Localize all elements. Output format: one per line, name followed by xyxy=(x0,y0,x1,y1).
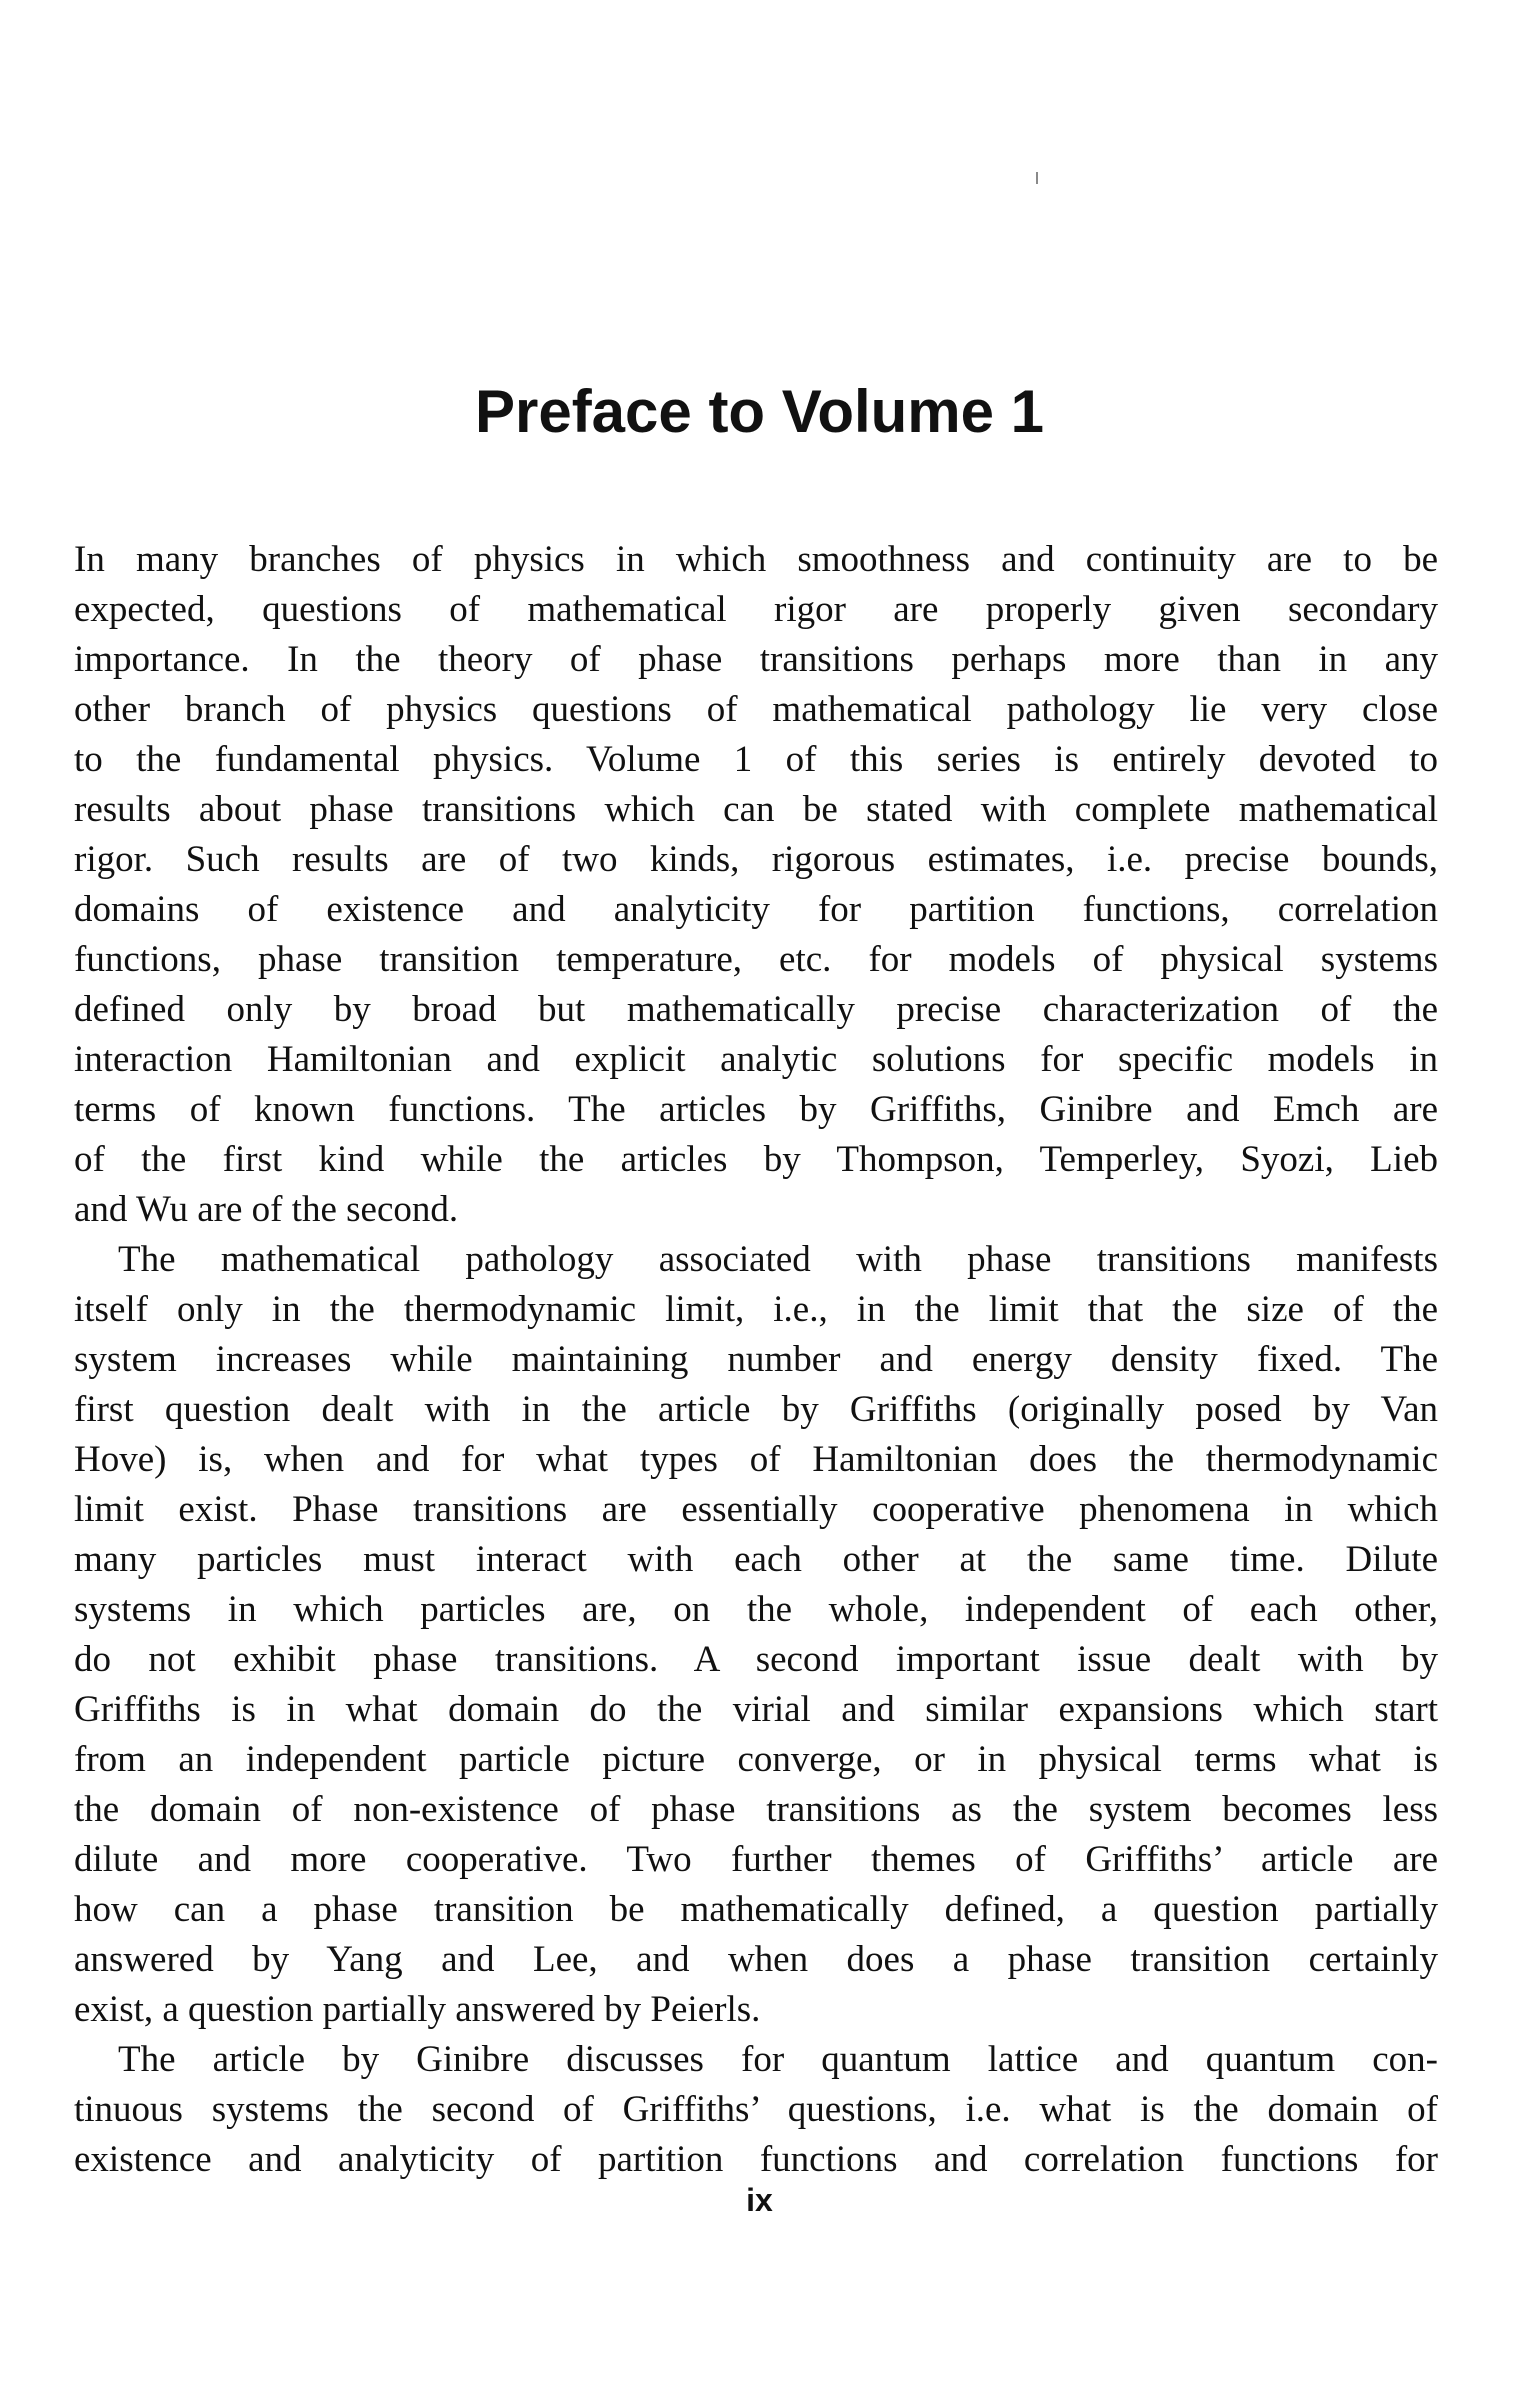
preface-body xyxy=(74,535,1438,2185)
text-line: answered by Yang and Lee, and when does a phase transition certainly xyxy=(74,1939,1438,1980)
text-line: In many branches of physics in which smoothness and continuity are to be xyxy=(74,539,1438,580)
stray-print-mark xyxy=(1036,172,1038,184)
text-line: interaction Hamiltonian and explicit analytic solutions for specific models in xyxy=(74,1039,1438,1080)
text-line: tinuous systems the second of Griffiths’ questions, i.e. what is the domain of xyxy=(74,2089,1438,2130)
text-line: system increases while maintaining number and energy density fixed. The xyxy=(74,1339,1438,1380)
text-line: do not exhibit phase transitions. A second important issue dealt with by xyxy=(74,1639,1438,1680)
text-line: and Wu are of the second. xyxy=(74,1189,459,1230)
text-line: The article by Ginibre discusses for quantum lattice and quantum con- xyxy=(118,2039,1438,2080)
text-line: importance. In the theory of phase transitions perhaps more than in any xyxy=(74,639,1438,680)
page-number: ix xyxy=(746,2182,773,2218)
text-line: dilute and more cooperative. Two further themes of Griffiths’ article are xyxy=(74,1839,1438,1880)
text-line: from an independent particle picture converge, or in physical terms what is xyxy=(74,1739,1438,1780)
text-line: Hove) is, when and for what types of Hamiltonian does the thermodynamic xyxy=(74,1439,1438,1480)
text-line: Griffiths is in what domain do the virial and similar expansions which start xyxy=(74,1689,1438,1730)
text-line: first question dealt with in the article by Griffiths (originally posed by Van xyxy=(74,1389,1438,1430)
text-line: the domain of non-existence of phase transitions as the system becomes less xyxy=(74,1789,1438,1830)
text-line: other branch of physics questions of mathematical pathology lie very close xyxy=(74,689,1438,730)
text-line: terms of known functions. The articles by Griffiths, Ginibre and Emch are xyxy=(74,1089,1438,1130)
text-line: how can a phase transition be mathematically defined, a question partially xyxy=(74,1889,1438,1930)
text-line: domains of existence and analyticity for partition functions, correlation xyxy=(74,889,1438,930)
text-line: of the first kind while the articles by Thompson, Temperley, Syozi, Lieb xyxy=(74,1139,1438,1180)
text-line: functions, phase transition temperature, etc. for models of physical systems xyxy=(74,939,1438,980)
text-line: limit exist. Phase transitions are essentially cooperative phenomena in which xyxy=(74,1489,1438,1530)
text-line: systems in which particles are, on the whole, independent of each other, xyxy=(74,1589,1438,1630)
text-line: existence and analyticity of partition functions and correlation functions for xyxy=(74,2139,1438,2180)
text-line: The mathematical pathology associated with phase transitions manifests xyxy=(118,1239,1438,1280)
text-line: many particles must interact with each other at the same time. Dilute xyxy=(74,1539,1438,1580)
text-line: rigor. Such results are of two kinds, rigorous estimates, i.e. precise bounds, xyxy=(74,839,1438,880)
text-line: results about phase transitions which can be stated with complete mathematical xyxy=(74,789,1438,830)
text-line: itself only in the thermodynamic limit, i.e., in the limit that the size of the xyxy=(74,1289,1438,1330)
text-line: defined only by broad but mathematically precise characterization of the xyxy=(74,989,1438,1030)
text-line: exist, a question partially answered by Peierls. xyxy=(74,1989,761,2030)
text-line: expected, questions of mathematical rigor are properly given secondary xyxy=(74,589,1438,630)
text-line: to the fundamental physics. Volume 1 of this series is entirely devoted to xyxy=(74,739,1438,780)
page-title: Preface to Volume 1 xyxy=(474,378,1045,445)
